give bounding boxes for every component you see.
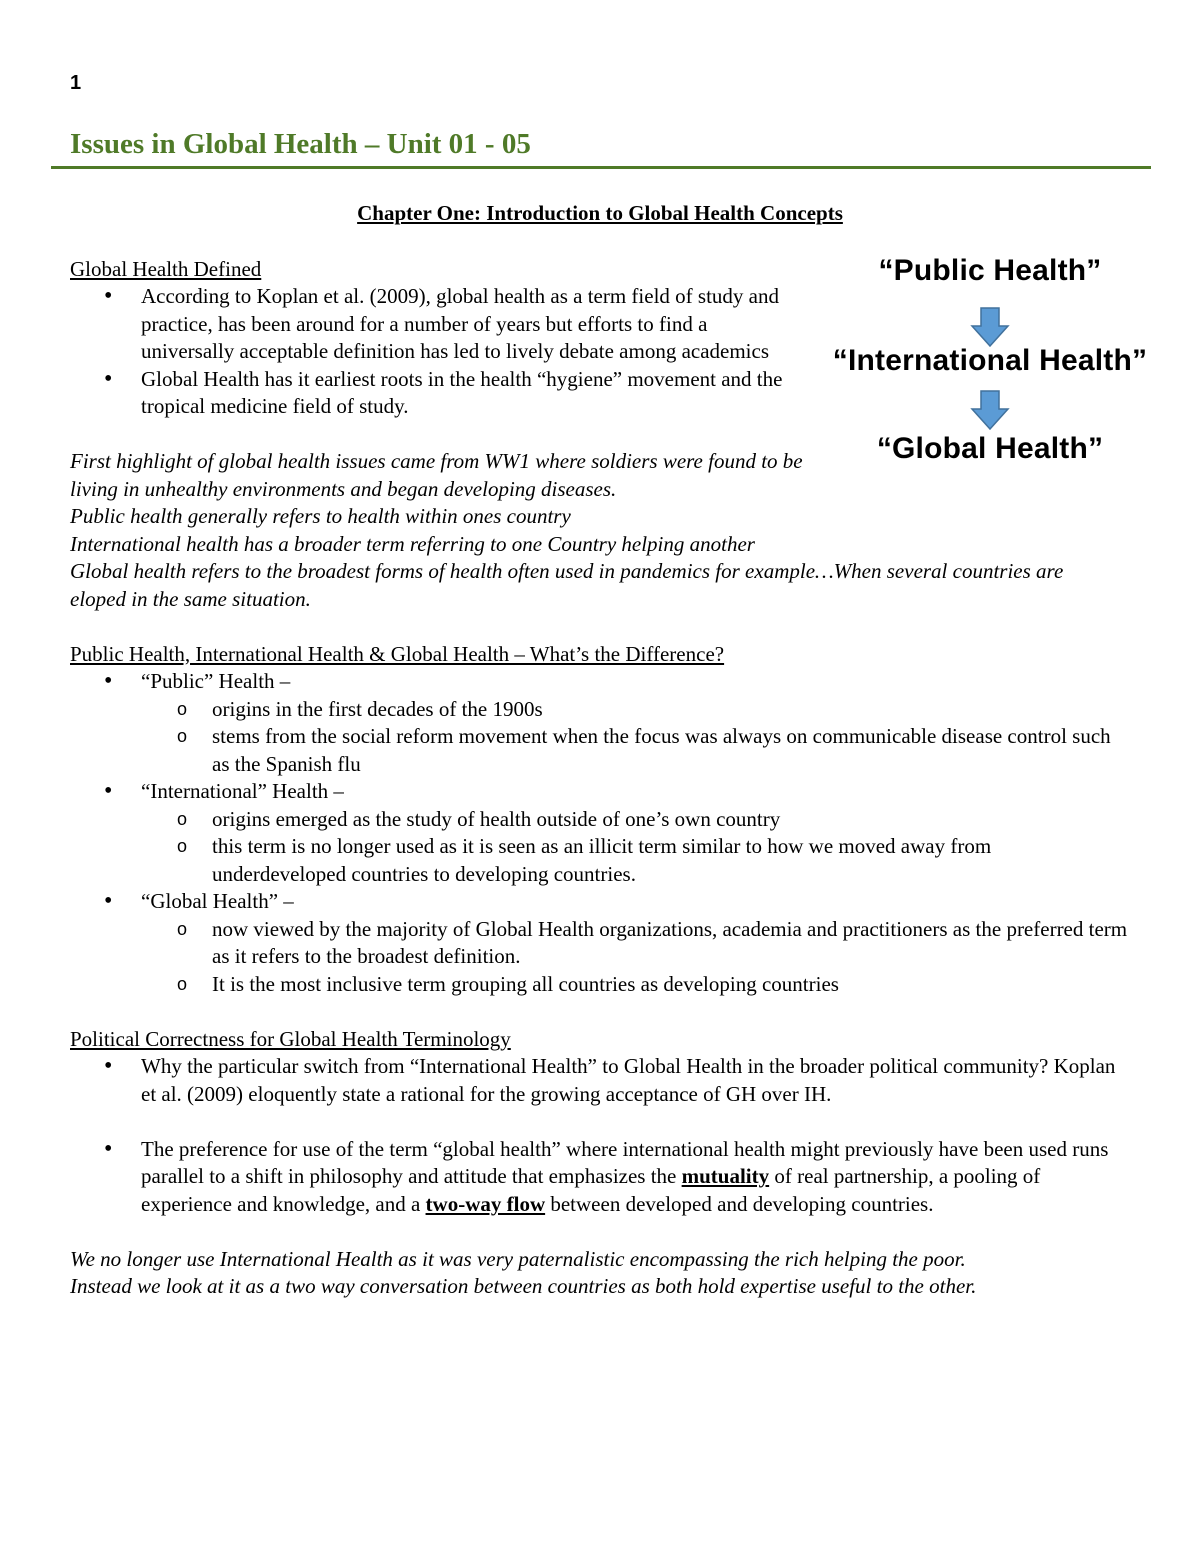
sub-list-item: o this term is no longer used as it is seen as an illicit term similar to how we moved away from underdeveloped countries to developing countries. bbox=[141, 833, 1130, 888]
page-number: 1 bbox=[70, 72, 82, 94]
italic-note: International health has a broader term referring to one Country helping another bbox=[70, 531, 755, 556]
term-label: “Global Health” – bbox=[141, 889, 294, 913]
list-item: • Why the particular switch from “International Health” to Global Health in the broader political community? Koplan et al. (2009) eloquently state a rational for the growing acceptance of GH over IH. bbox=[70, 1053, 1130, 1108]
sub-list bbox=[141, 916, 1130, 999]
italic-note: First highlight of global health issues came from WW1 where soldiers were found to be living in unhealthy environments and began developing diseases. bbox=[70, 449, 803, 501]
list-item bbox=[70, 888, 1130, 998]
title-divider bbox=[51, 166, 1151, 169]
section-heading-global-health-defined: Global Health Defined bbox=[70, 256, 262, 281]
figure-label-international-health: “International Health” bbox=[832, 344, 1148, 377]
document-title: Issues in Global Health – Unit 01 - 05 bbox=[70, 128, 531, 160]
political-correctness-list bbox=[70, 1053, 1130, 1108]
section-heading-political-correctness: Political Correctness for Global Health Terminology bbox=[70, 1026, 511, 1051]
italic-note: Global health refers to the broadest forms of health often used in pandemics for example…When several countries are eloped in the same situation. bbox=[70, 559, 1064, 611]
list-item bbox=[70, 778, 1130, 888]
list-item: • According to Koplan et al. (2009), global health as a term field of study and practice, has been around for a number of years but efforts to find a universally acceptable definition has led to lively debate among academics bbox=[70, 283, 790, 366]
list-item bbox=[70, 668, 1130, 778]
figure-label-public-health: “Public Health” bbox=[878, 254, 1102, 287]
paragraph-text: between developed and developing countries. bbox=[545, 1191, 934, 1216]
list-item: • Global Health has it earliest roots in the health “hygiene” movement and the tropical medicine field of study. bbox=[70, 366, 790, 421]
sub-list-item: o It is the most inclusive term grouping all countries as developing countries bbox=[141, 971, 1130, 999]
paragraph-text: of real partnership, a pooling of experience and knowledge, and a bbox=[141, 1164, 1041, 1216]
political-correctness-list-2 bbox=[70, 1136, 1130, 1219]
sub-list-item: o origins emerged as the study of health outside of one’s own country bbox=[141, 806, 1130, 834]
italic-note: Public health generally refers to health within ones country bbox=[70, 504, 571, 528]
chapter-heading: Chapter One: Introduction to Global Health Concepts bbox=[357, 201, 843, 225]
italic-note: We no longer use International Health as it was very paternalistic encompassing the rich helping the poor. bbox=[70, 1246, 966, 1271]
sub-list bbox=[141, 696, 1130, 779]
emphasis-two-way-flow: two-way flow bbox=[425, 1191, 546, 1216]
figure-label-global-health: “Global Health” bbox=[876, 432, 1104, 465]
term-label: “Public” Health – bbox=[141, 669, 291, 693]
italic-note: Instead we look at it as a two way conversation between countries as both hold expertise useful to the other. bbox=[70, 1274, 977, 1298]
list-item bbox=[70, 1136, 1130, 1219]
sub-list-item: o now viewed by the majority of Global Health organizations, academia and practitioners as the preferred term as it refers to the broadest definition. bbox=[141, 916, 1130, 971]
paragraph-text: The preference for use of the term “global health” where international health might previously have been used runs parallel to a shift in philosophy and attitude that emphasizes the bbox=[141, 1136, 1109, 1188]
section-heading-difference: Public Health, International Health & Global Health – What’s the Difference? bbox=[70, 641, 725, 666]
sub-list-item: o stems from the social reform movement when the focus was always on communicable disease control such as the Spanish flu bbox=[141, 723, 1130, 778]
sub-list-item: o origins in the first decades of the 1900s bbox=[141, 696, 1130, 724]
health-terms-list bbox=[70, 668, 1130, 998]
term-label: “International” Health – bbox=[141, 779, 344, 803]
global-health-defined-list bbox=[70, 283, 790, 421]
emphasis-mutuality: mutuality bbox=[681, 1164, 770, 1188]
sub-list bbox=[141, 806, 1130, 889]
document-body bbox=[70, 200, 1130, 1301]
